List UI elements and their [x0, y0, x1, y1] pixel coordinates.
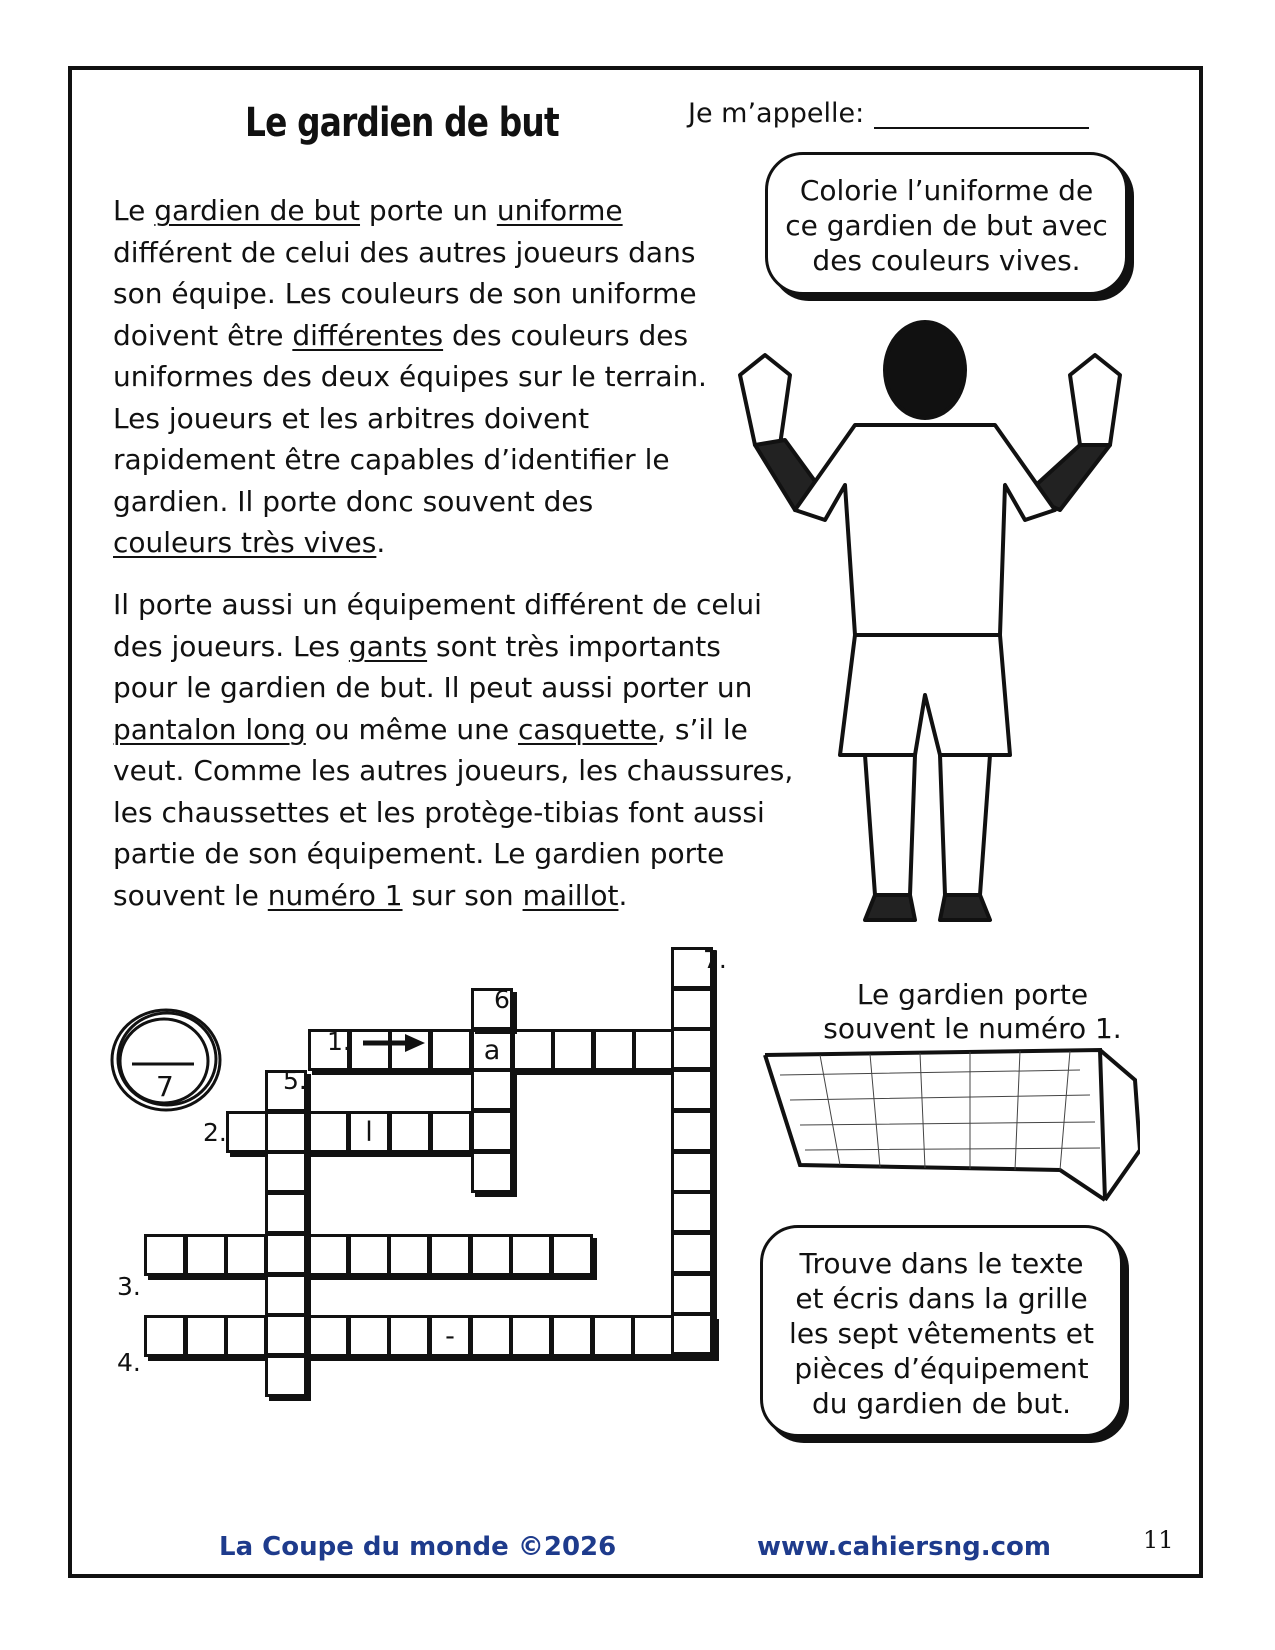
text-segment: des joueurs. Les [113, 629, 349, 663]
text-line [113, 190, 813, 232]
crossword-cell[interactable]: a [471, 1029, 513, 1071]
crossword-cell[interactable] [307, 1234, 349, 1276]
crossword-cell[interactable] [671, 988, 713, 1030]
crossword-cell[interactable] [593, 1029, 635, 1071]
text-segment: souvent le [113, 878, 268, 912]
name-blank[interactable] [874, 101, 1089, 129]
instruction-bubble-color [765, 152, 1128, 295]
keyword: pantalon long [113, 712, 306, 746]
clue-number: 5. [283, 1066, 307, 1095]
text-line [113, 667, 813, 709]
crossword-cell[interactable] [632, 1315, 674, 1357]
crossword-cell[interactable] [671, 1069, 713, 1111]
instruction-bubble-crossword [760, 1225, 1123, 1437]
crossword-cell[interactable] [470, 1315, 512, 1357]
crossword-cell[interactable] [510, 1234, 552, 1276]
bubble-line: et écris dans la grille [795, 1282, 1088, 1315]
clue-number: 1. [327, 1027, 351, 1056]
crossword-cell[interactable] [144, 1315, 186, 1357]
crossword-cell[interactable] [388, 1315, 430, 1357]
keyword: différentes [292, 318, 444, 352]
crossword-cell[interactable] [471, 1110, 513, 1152]
text-segment: sur son [402, 878, 523, 912]
text-line [113, 356, 813, 398]
keyword: gardien de but [154, 194, 361, 227]
text-line [113, 750, 813, 792]
clue-number: 7. [703, 945, 727, 974]
text-segment: porte un [360, 194, 497, 227]
caption-line: Le gardien porte [856, 978, 1089, 1011]
text-segment: Le [113, 194, 155, 227]
caption-line: souvent le numéro 1. [823, 1012, 1122, 1045]
text-segment: les chaussettes et les protège-tibias font aussi [113, 795, 765, 829]
crossword-cell[interactable] [671, 1110, 713, 1152]
crossword-cell[interactable] [551, 1315, 593, 1357]
crossword-cell[interactable] [512, 1029, 554, 1071]
clue-number: 3. [117, 1272, 141, 1301]
text-segment: Les joueurs et les arbitres doivent [113, 401, 590, 435]
footer-title: La Coupe du monde ©2026 [219, 1532, 617, 1562]
keyword: couleurs très vives [113, 526, 377, 559]
crossword-cell[interactable] [429, 1234, 471, 1276]
text-segment: . [618, 878, 628, 912]
text-line [113, 792, 813, 834]
crossword-cell[interactable] [471, 1151, 513, 1193]
crossword-cell[interactable] [671, 1151, 713, 1193]
crossword-cell[interactable] [225, 1315, 267, 1357]
name-field[interactable] [688, 98, 1089, 129]
text-line [113, 833, 813, 875]
text-segment: uniformes des deux équipes sur le terrain. [113, 360, 707, 393]
text-segment: ou même une [305, 712, 519, 746]
text-segment: différent de celui des autres joueurs dans [113, 235, 696, 269]
text-line [113, 232, 813, 274]
crossword-cell[interactable] [307, 1111, 349, 1153]
footer-website-link[interactable]: www.cahiersng.com [757, 1532, 1051, 1562]
bubble-line: pièces d’équipement [794, 1352, 1089, 1385]
crossword-cell[interactable] [552, 1029, 594, 1071]
keyword: uniforme [496, 194, 623, 227]
crossword-cell[interactable] [471, 1069, 513, 1111]
crossword-cell[interactable] [389, 1111, 431, 1153]
text-segment: rapidement être capables d’identifier le [113, 443, 670, 476]
soccer-goal-illustration [760, 1040, 1140, 1210]
crossword-cell[interactable] [510, 1315, 552, 1357]
crossword-cell[interactable] [671, 1313, 713, 1355]
crossword-cell[interactable] [671, 1191, 713, 1233]
text-line [113, 522, 813, 564]
crossword-cell[interactable] [348, 1315, 390, 1357]
clue-number: 2. [203, 1118, 227, 1147]
text-line [113, 481, 813, 523]
text-segment: , s’il le [657, 712, 748, 746]
keyword: maillot [522, 878, 619, 912]
goalkeeper-illustration [725, 315, 1125, 955]
text-segment: veut. Comme les autres joueurs, les chaussures, [113, 754, 794, 787]
keyword: gants [348, 629, 428, 663]
text-segment: doivent être [113, 318, 293, 352]
crossword-cell[interactable] [348, 1234, 390, 1276]
crossword-cell[interactable] [265, 1355, 307, 1397]
crossword-cell[interactable] [307, 1315, 349, 1357]
text-line [113, 709, 813, 751]
goalkeeper-caption [790, 978, 1155, 1046]
text-line [113, 398, 813, 440]
crossword-cell[interactable] [265, 1151, 307, 1193]
text-segment: . [376, 526, 386, 559]
crossword-cell[interactable] [633, 1029, 675, 1071]
crossword-cell[interactable] [592, 1315, 634, 1357]
text-segment: des couleurs des [443, 318, 689, 352]
crossword-cell[interactable]: l [348, 1111, 390, 1153]
bubble-line: des couleurs vives. [812, 244, 1081, 277]
arrow-right-icon [363, 1032, 425, 1054]
bubble-line: Colorie l’uniforme de [799, 174, 1094, 207]
crossword-cell[interactable] [265, 1111, 307, 1153]
text-segment: pour le gardien de but. Il peut aussi porter un [113, 671, 753, 704]
page-number: 11 [1143, 1526, 1174, 1554]
bubble-line: Trouve dans le texte [799, 1247, 1084, 1280]
text-segment: gardien. Il porte donc souvent des [113, 484, 594, 518]
crossword-cell[interactable] [551, 1234, 593, 1276]
crossword-cell[interactable] [265, 1274, 307, 1316]
crossword-cell[interactable] [470, 1234, 512, 1276]
bubble-line: ce gardien de but avec [785, 209, 1108, 242]
crossword-cell[interactable] [226, 1111, 268, 1153]
clue-number: 6. [494, 985, 518, 1014]
text-line [113, 315, 813, 357]
text-segment: son équipe. Les couleurs de son uniforme [113, 277, 697, 310]
text-line [113, 273, 813, 315]
text-line [113, 626, 813, 668]
crossword-cell[interactable] [671, 1232, 713, 1274]
crossword-cell[interactable] [265, 1314, 307, 1356]
name-label: Je m’appelle: [688, 98, 865, 129]
clue-number: 4. [117, 1348, 141, 1377]
crossword-cell[interactable] [265, 1192, 307, 1234]
keyword: casquette [518, 712, 658, 746]
crossword-cell[interactable] [430, 1029, 472, 1071]
score-denominator: 7 [156, 1070, 174, 1103]
paragraph-1 [113, 190, 813, 564]
crossword-cell[interactable] [388, 1234, 430, 1276]
crossword-cell[interactable] [265, 1233, 307, 1275]
crossword-cell[interactable]: - [429, 1315, 471, 1357]
text-line [113, 875, 813, 917]
crossword-cell[interactable] [144, 1234, 186, 1276]
page-title: Le gardien de but [245, 100, 559, 146]
text-line [113, 439, 813, 481]
crossword-cell[interactable] [225, 1234, 267, 1276]
bubble-line: les sept vêtements et [789, 1317, 1094, 1350]
keyword: numéro 1 [267, 878, 403, 912]
paragraph-2 [113, 584, 813, 916]
crossword-cell[interactable] [430, 1111, 472, 1153]
crossword-cell[interactable] [671, 1273, 713, 1315]
crossword-cell[interactable] [185, 1234, 227, 1276]
text-segment: sont très importants [427, 629, 721, 663]
bubble-line: du gardien de but. [811, 1387, 1072, 1420]
crossword-cell[interactable] [185, 1315, 227, 1357]
text-segment: Il porte aussi un équipement différent de celui [113, 588, 762, 621]
crossword-cell[interactable] [671, 1028, 713, 1070]
text-segment: partie de son équipement. Le gardien porte [113, 837, 725, 870]
text-line [113, 584, 813, 626]
